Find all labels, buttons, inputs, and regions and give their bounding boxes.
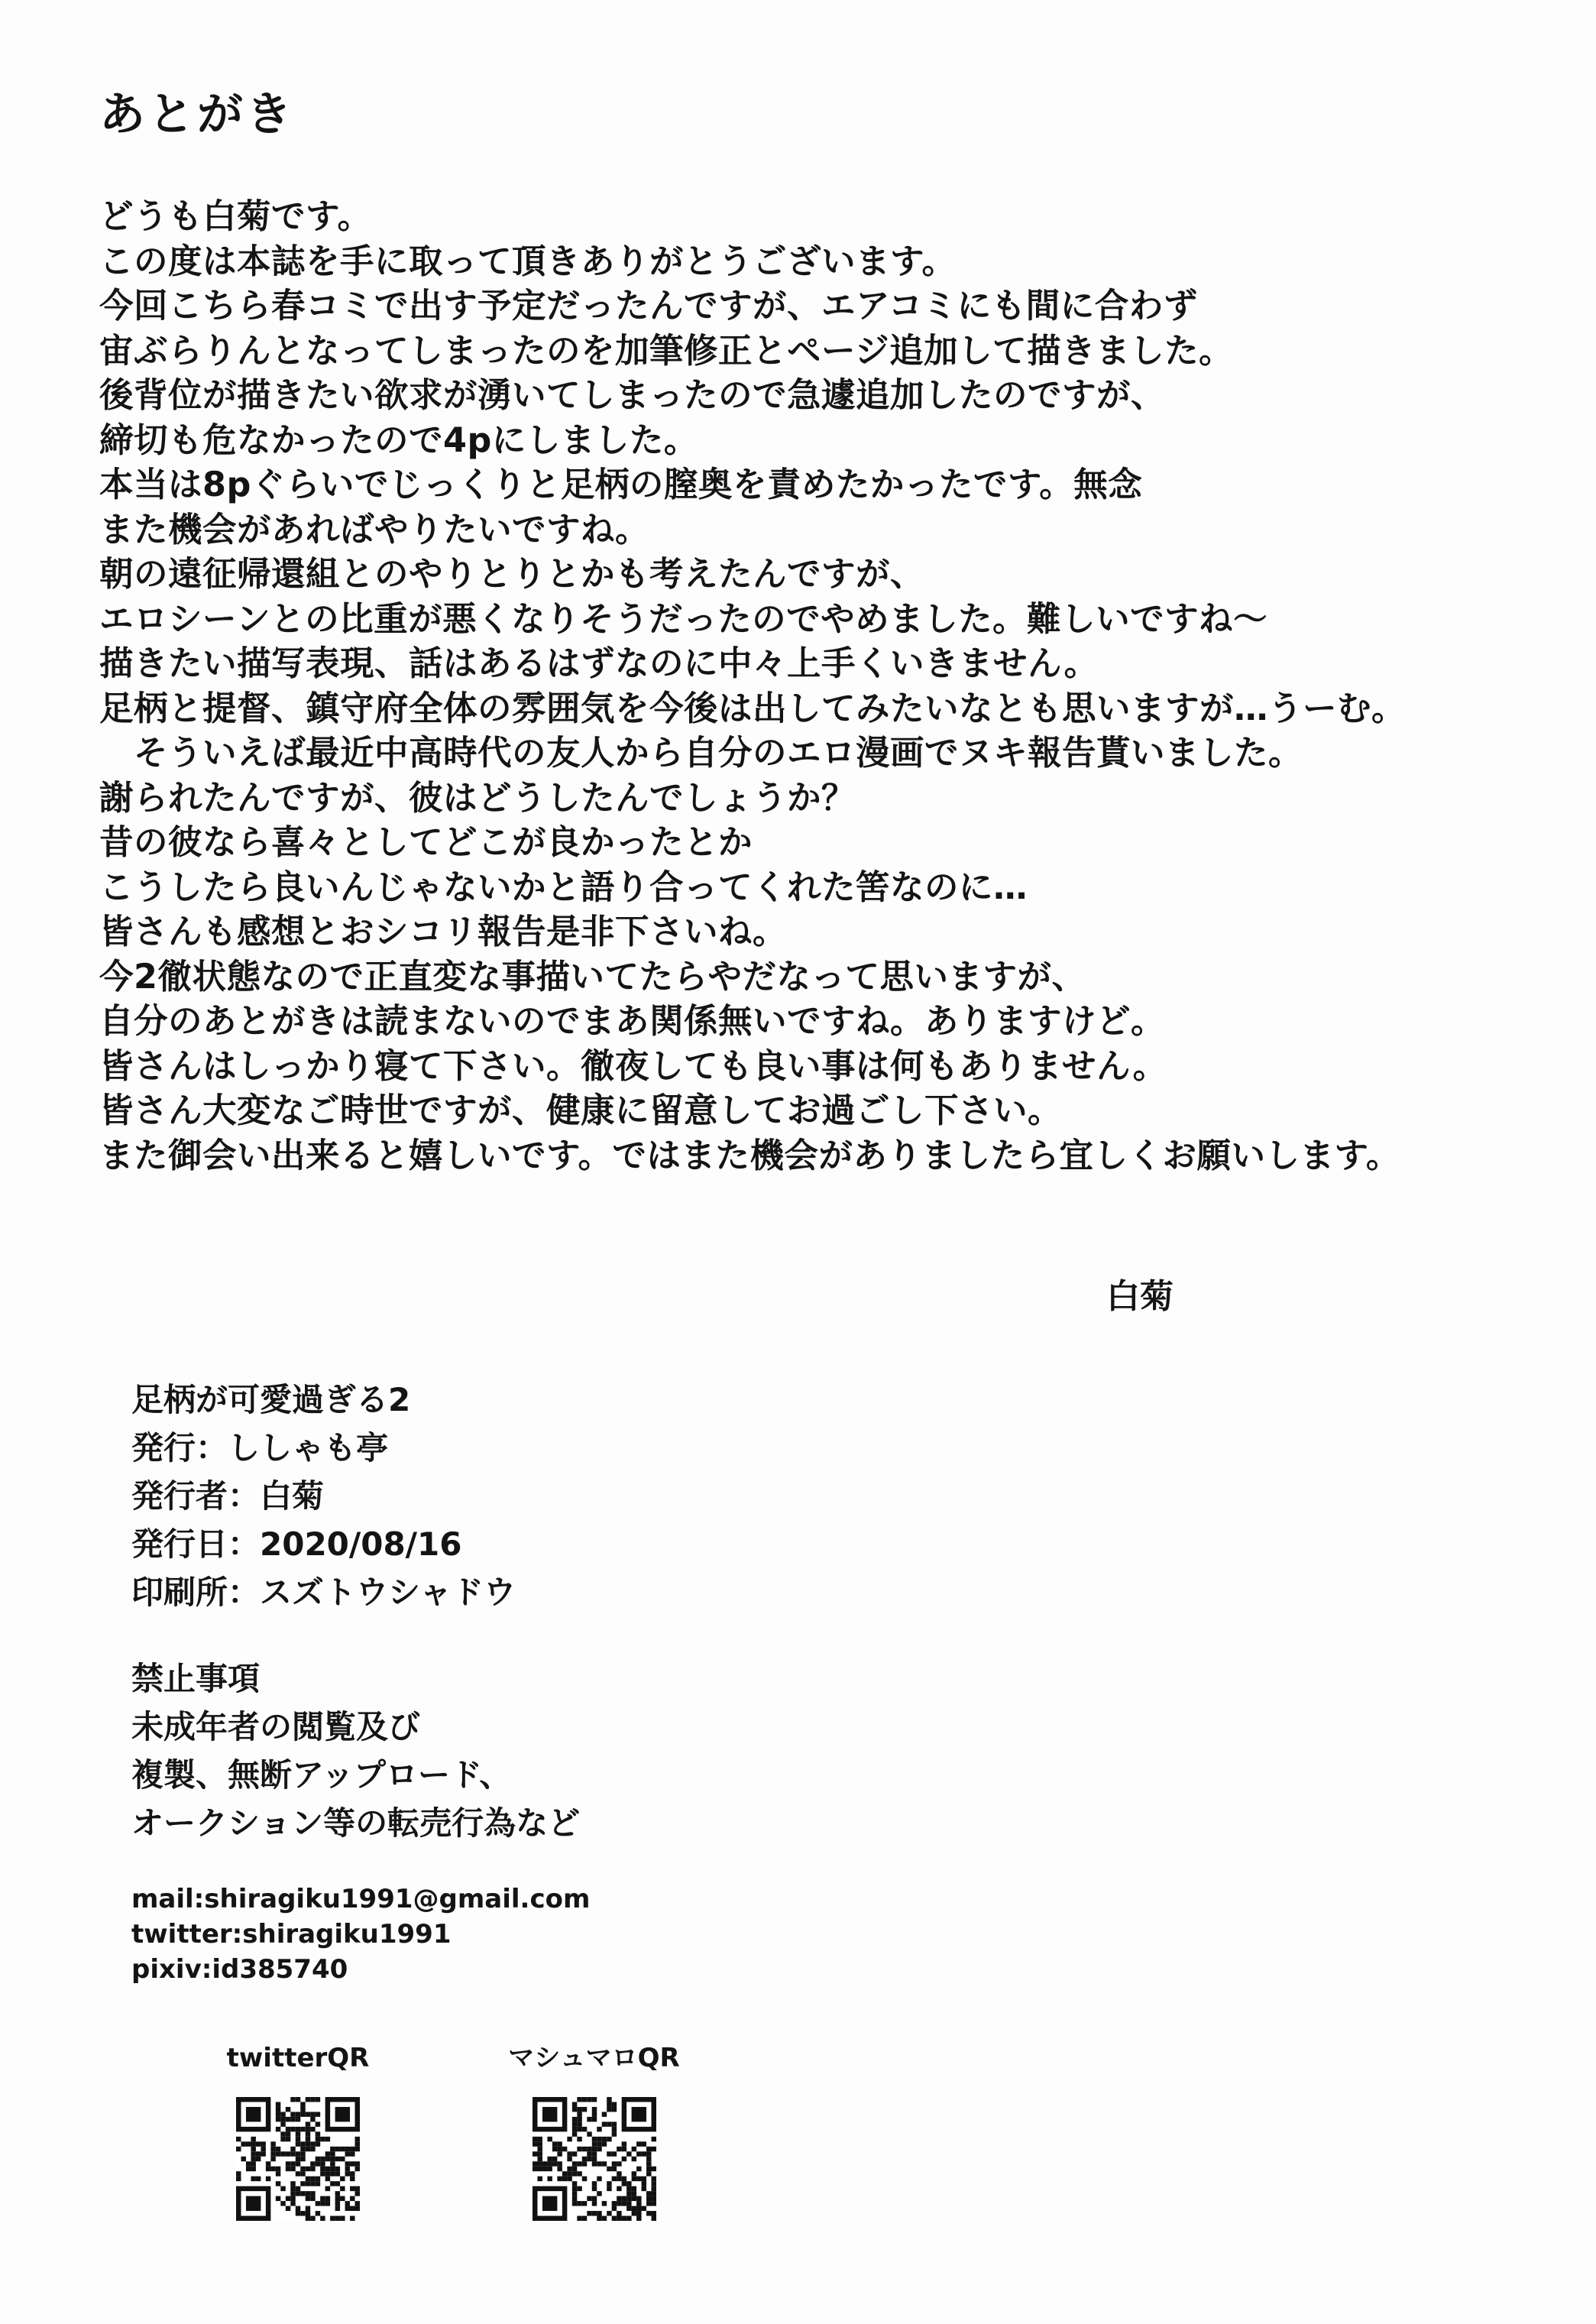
contact-twitter: twitter:shiragiku1991: [131, 1919, 452, 1950]
book-title: 足柄が可愛過ぎる2: [131, 1381, 411, 1418]
afterword-line: 後背位が描きたい欲求が湧いてしまったので急遽追加したのですが、: [99, 376, 1166, 415]
afterword-line: 描きたい描写表現、話はあるはずなのに中々上手くいきません。: [99, 644, 1099, 683]
afterword-line: 宙ぶらりんとなってしまったのを加筆修正とページ追加して描きました。: [99, 331, 1234, 371]
afterword-line: 今回こちら春コミで出す予定だったんですが、エアコミにも間に合わず: [99, 287, 1198, 326]
afterword-line: また御会い出来ると嬉しいです。ではまた機会がありましたら宜しくお願いします。: [99, 1136, 1400, 1175]
twitter-qr-label: twitterQR: [226, 2043, 370, 2073]
mashumaro-qr-block: [489, 2040, 699, 2221]
afterword-line: 皆さんも感想とおシコリ報告是非下さいね。: [99, 912, 788, 951]
afterword-line: 足柄と提督、鎮守府全体の雰囲気を今後は出してみたいなとも思いますが…うーむ。: [99, 689, 1407, 728]
afterword-title: あとがき: [99, 88, 295, 141]
mashumaro-qr-label: マシュマロQR: [508, 2043, 680, 2073]
afterword-line: 今2徹状態なので正直変な事描いてたらやだなって思いますが、: [99, 957, 1086, 997]
afterword-line: どうも白菊です。: [99, 197, 372, 236]
mashumaro-qr-code-icon[interactable]: [533, 2097, 656, 2221]
afterword-line: エロシーンとの比重が悪くなりそうだったのでやめました。難しいですね～: [99, 599, 1268, 639]
publish-date: 発行日：2020/08/16: [131, 1525, 462, 1563]
afterword-line: 謝られたんですが、彼はどうしたんでしょうか？: [99, 778, 856, 818]
publisher: 発行：ししゃも亭: [131, 1429, 389, 1467]
issuer: 発行者：白菊: [131, 1477, 325, 1515]
prohibited-heading: 禁止事項: [131, 1660, 261, 1697]
afterword-body: [99, 195, 1551, 1178]
afterword-line: 朝の遠征帰還組とのやりとりとかも考えたんですが、: [99, 555, 925, 594]
afterword-line: そういえば最近中高時代の友人から自分のエロ漫画でヌキ報告貰いました。: [134, 734, 1303, 773]
contact-pixiv: pixiv:id385740: [131, 1954, 348, 1985]
afterword-line: この度は本誌を手に取って頂きありがとうございます。: [99, 241, 957, 281]
afterword-line: また機会があればやりたいですね。: [99, 510, 650, 549]
prohibited-notice: [131, 1655, 580, 1847]
afterword-line: 昔の彼なら喜々としてどこが良かったとか: [99, 823, 753, 862]
twitter-qr-code-icon[interactable]: [236, 2097, 360, 2221]
prohibited-line: 複製、無断アップロード、: [131, 1756, 512, 1794]
prohibited-line: 未成年者の閲覧及び: [131, 1708, 421, 1745]
colophon: [131, 1376, 516, 1616]
afterword-line: 自分のあとがきは読まないのでまあ関係無いですね。ありますけど。: [99, 1002, 1166, 1041]
afterword-line: 皆さん大変なご時世ですが、健康に留意してお過ごし下さい。: [99, 1091, 1063, 1130]
afterword-line: 本当は8pぐらいでじっくりと足柄の膣奥を責めたかったです。無念: [99, 465, 1143, 504]
contact-mail: mail:shiragiku1991@gmail.com: [131, 1884, 591, 1914]
prohibited-line: オークション等の転売行為など: [131, 1804, 581, 1842]
afterword-line: こうしたら良いんじゃないかと語り合ってくれた筈なのに…: [99, 867, 1028, 907]
twitter-qr-block: [218, 2040, 378, 2221]
contacts: [131, 1882, 590, 1987]
afterword-line: 締切も危なかったので4pにしました。: [99, 420, 698, 460]
afterword-line: 皆さんはしっかり寝て下さい。徹夜しても良い事は何もありません。: [99, 1046, 1167, 1086]
printer: 印刷所：スズトウシャドウ: [131, 1574, 516, 1611]
signature: 白菊: [1106, 1277, 1174, 1316]
